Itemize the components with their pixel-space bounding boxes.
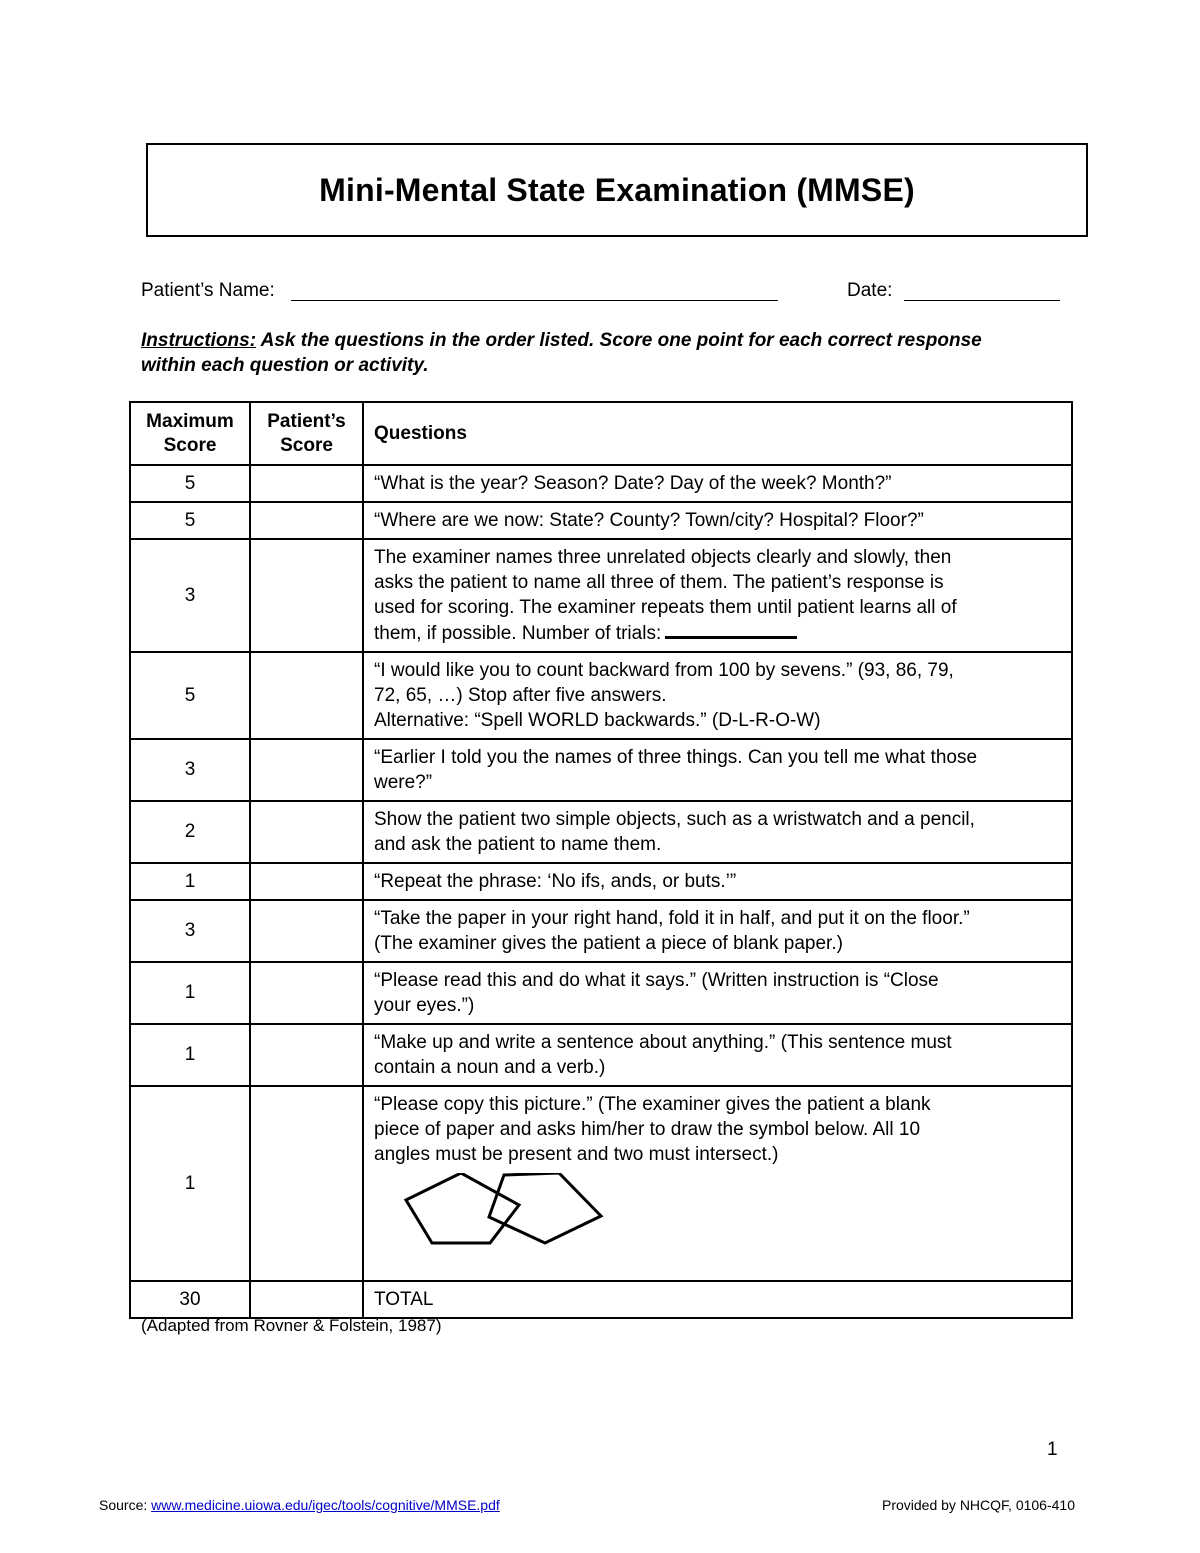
question-line: “I would like you to count backward from 100 by sevens.” (93, 86, 79,	[374, 660, 954, 681]
question-line: them, if possible. Number of trials:	[374, 623, 662, 644]
question-line: 72, 65, …) Stop after five answers.	[374, 685, 667, 706]
patient-score-cell[interactable]	[250, 863, 363, 900]
question-line: “Earlier I told you the names of three things. Can you tell me what those	[374, 747, 978, 768]
source-link[interactable]: www.medicine.uiowa.edu/igec/tools/cognitive/MMSE.pdf	[151, 1497, 500, 1513]
patient-score-cell[interactable]	[250, 502, 363, 539]
title-box	[146, 143, 1088, 237]
patient-name-label: Patient’s Name:	[141, 280, 275, 301]
question-cell	[363, 739, 1072, 801]
question-cell	[363, 1086, 1072, 1281]
question-line: (The examiner gives the patient a piece of blank paper.)	[374, 933, 843, 954]
question-line: “Make up and write a sentence about anything.” (This sentence must	[374, 1032, 952, 1053]
header-patient-score	[250, 402, 363, 465]
footer-source	[99, 1497, 500, 1513]
right-pentagon	[489, 1173, 601, 1243]
question-line: your eyes.”)	[374, 995, 475, 1016]
max-score-cell: 3	[130, 739, 250, 801]
header-max-score	[130, 402, 250, 465]
header-questions: Questions	[363, 402, 1072, 465]
question-line: Alternative: “Spell WORLD backwards.” (D-L-R-O-W)	[374, 710, 821, 731]
patient-score-cell[interactable]	[250, 739, 363, 801]
patient-score-cell[interactable]	[250, 1086, 363, 1281]
max-score-cell: 1	[130, 1024, 250, 1086]
table-row	[130, 962, 1072, 1024]
instructions	[141, 328, 1041, 378]
table-row	[130, 652, 1072, 739]
table-row	[130, 863, 1072, 900]
patient-score-cell[interactable]	[250, 1024, 363, 1086]
question-line: “Where are we now: State? County? Town/city? Hospital? Floor?”	[374, 510, 924, 531]
table-row	[130, 801, 1072, 863]
question-line: Show the patient two simple objects, such as a wristwatch and a pencil,	[374, 809, 975, 830]
patient-score-cell[interactable]	[250, 465, 363, 502]
question-cell	[363, 900, 1072, 962]
table-row	[130, 465, 1072, 502]
question-line: asks the patient to name all three of them. The patient’s response is	[374, 572, 944, 593]
table-row	[130, 900, 1072, 962]
max-score-cell: 1	[130, 1086, 250, 1281]
patient-score-total-cell[interactable]	[250, 1281, 363, 1318]
instructions-text: Ask the questions in the order listed. Score one point for each correct response within each question or activity.	[141, 330, 982, 376]
question-line: “Take the paper in your right hand, fold it in half, and put it on the floor.”	[374, 908, 970, 929]
citation: (Adapted from Rovner & Folstein, 1987)	[141, 1316, 442, 1335]
max-score-cell: 5	[130, 502, 250, 539]
table-row	[130, 1086, 1072, 1281]
question-line: “Repeat the phrase: ‘No ifs, ands, or buts.’”	[374, 871, 737, 892]
footer-provided-by: Provided by NHCQF, 0106-410	[882, 1497, 1075, 1513]
question-line: The examiner names three unrelated objects clearly and slowly, then	[374, 547, 952, 568]
page-number: 1	[1047, 1439, 1058, 1460]
max-score-cell: 5	[130, 652, 250, 739]
patient-score-cell[interactable]	[250, 900, 363, 962]
question-line: “Please read this and do what it says.” (Written instruction is “Close	[374, 970, 939, 991]
patient-score-cell[interactable]	[250, 801, 363, 863]
date-field[interactable]	[904, 300, 1060, 301]
source-label: Source:	[99, 1497, 148, 1513]
patient-score-cell[interactable]	[250, 539, 363, 652]
question-line: piece of paper and asks him/her to draw the symbol below. All 10	[374, 1119, 921, 1140]
date-label: Date:	[847, 280, 893, 301]
header-max-score-line-1: Maximum	[146, 410, 234, 432]
max-score-cell: 1	[130, 863, 250, 900]
max-score-cell: 5	[130, 465, 250, 502]
question-line: and ask the patient to name them.	[374, 834, 662, 855]
number-of-trials-field[interactable]	[665, 620, 797, 639]
table-header-row	[130, 402, 1072, 465]
question-cell	[363, 502, 1072, 539]
table-row-total	[130, 1281, 1072, 1318]
header-patient-score-line-1: Patient’s	[267, 410, 346, 432]
max-score-cell: 1	[130, 962, 250, 1024]
max-score-cell: 3	[130, 900, 250, 962]
question-cell	[363, 801, 1072, 863]
max-score-cell: 3	[130, 539, 250, 652]
question-line: used for scoring. The examiner repeats them until patient learns all of	[374, 597, 957, 618]
table-row	[130, 502, 1072, 539]
question-cell	[363, 652, 1072, 739]
question-line: contain a noun and a verb.)	[374, 1057, 606, 1078]
question-line: “Please copy this picture.” (The examiner gives the patient a blank	[374, 1094, 931, 1115]
question-cell	[363, 1024, 1072, 1086]
mmse-table	[129, 401, 1073, 1319]
table-row	[130, 739, 1072, 801]
table-row	[130, 1024, 1072, 1086]
max-score-cell: 2	[130, 801, 250, 863]
header-max-score-line-2: Score	[163, 434, 217, 456]
patient-name-field[interactable]	[291, 300, 778, 301]
question-cell	[363, 539, 1072, 652]
question-cell	[363, 863, 1072, 900]
question-line-with-blank	[374, 620, 1061, 646]
instructions-lead: Instructions:	[141, 330, 257, 351]
total-label-cell	[363, 1281, 1072, 1318]
question-line: “What is the year? Season? Date? Day of the week? Month?”	[374, 473, 892, 494]
max-score-total-cell: 30	[130, 1281, 250, 1318]
question-line: angles must be present and two must intersect.)	[374, 1144, 779, 1165]
patient-score-cell[interactable]	[250, 652, 363, 739]
total-label: TOTAL	[374, 1289, 434, 1310]
question-cell	[363, 962, 1072, 1024]
page-title: Mini-Mental State Examination (MMSE)	[319, 171, 915, 208]
intersecting-pentagons-figure	[404, 1173, 604, 1253]
header-patient-score-line-2: Score	[280, 434, 333, 456]
table-row	[130, 539, 1072, 652]
question-line: were?”	[374, 772, 433, 793]
question-cell	[363, 465, 1072, 502]
patient-score-cell[interactable]	[250, 962, 363, 1024]
